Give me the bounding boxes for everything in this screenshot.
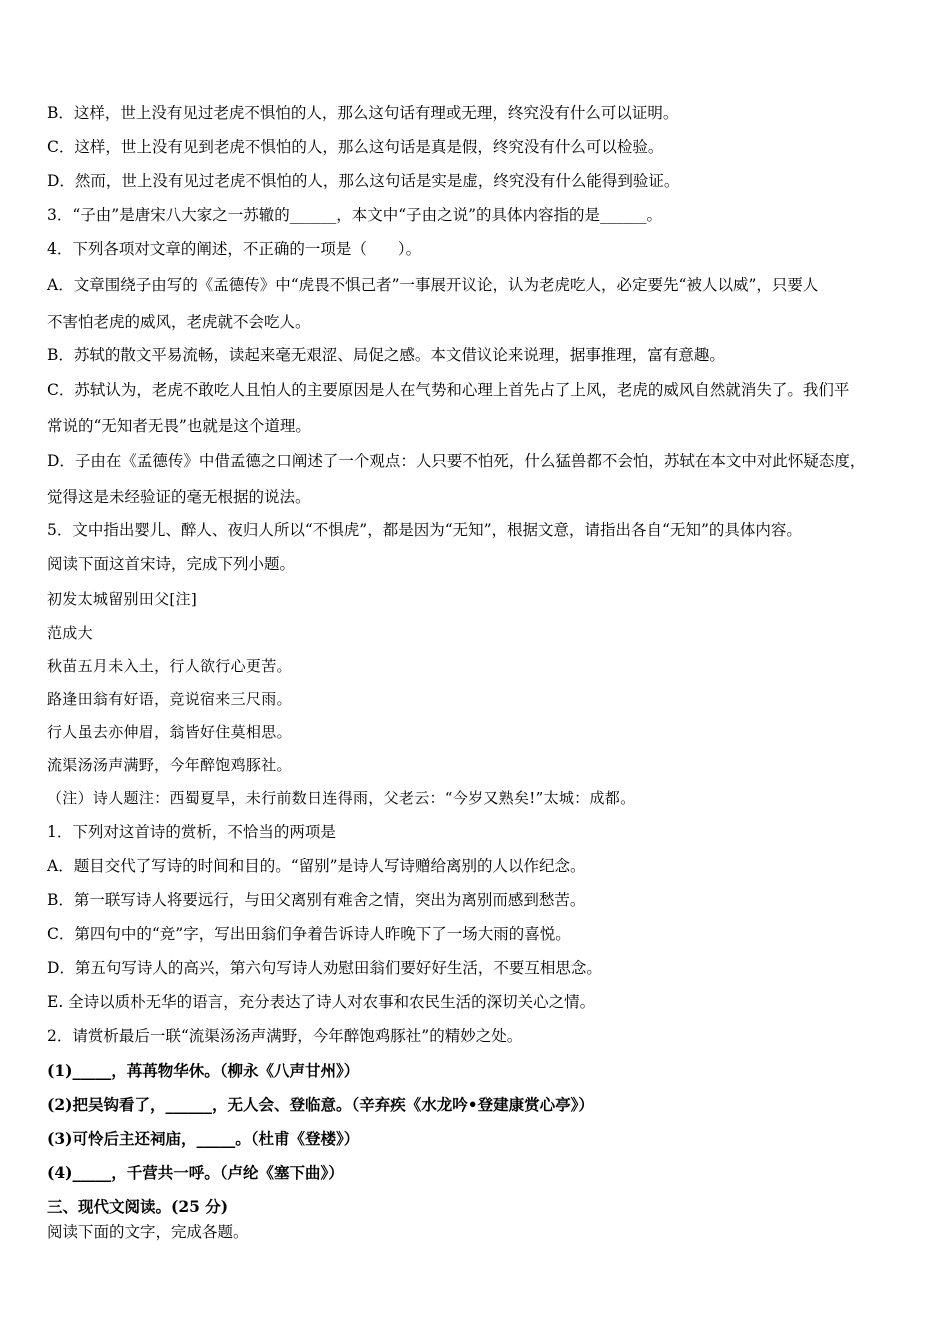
option-d-line: D．然而，世上没有见过老虎不惧怕的人，那么这句话是实是虚，终究没有什么能得到验证。 [47,172,680,190]
poem-note: （注）诗人题注：西蜀夏旱，未行前数日连得雨，父老云：“今岁又熟矣!”太城：成都。 [47,789,636,807]
poem-q1-option-b: B．第一联写诗人将要远行，与田父离别有难舍之情，突出为离别而感到愁苦。 [47,891,586,909]
question-3: 3．“子由”是唐宋八大家之一苏辙的______，本文中“子由之说”的具体内容指的是______。 [47,206,663,224]
poem-q1-option-d: D．第五句写诗人的高兴，第六句写诗人劝慰田翁们要好好生活，不要互相思念。 [47,959,602,977]
poem-author: 范成大 [47,624,93,642]
q4-option-b: B．苏轼的散文平易流畅，读起来毫无艰涩、局促之感。本文借议论来说理，据事推理，富有意趣。 [47,346,725,364]
question-4: 4．下列各项对文章的阐述，不正确的一项是（ ）。 [47,240,422,258]
poem-instruction: 阅读下面这首宋诗，完成下列小题。 [47,555,296,573]
poem-line-3: 行人虽去亦伸眉，翁皆好住莫相思。 [47,723,292,741]
q4-option-a-cont: 不害怕老虎的威风，老虎就不会吃人。 [47,313,311,331]
poem-q1-option-a: A．题目交代了写诗的时间和目的。“留别”是诗人写诗赠给离别的人以作纪念。 [47,857,586,875]
fill-blank-1: (1)_____，苒苒物华休。（柳永《八声甘州》） [47,1061,360,1080]
q4-option-c: C．苏轼认为，老虎不敢吃人且怕人的主要原因是人在气势和心理上首先占了上风，老虎的威风自然就消失了。我们平 [47,381,850,399]
fill-blank-2: (2)把吴钩看了，______，无人会、登临意。（辛弃疾《水龙吟•登建康赏心亭》） [47,1095,594,1114]
poem-q1-option-e: E. 全诗以质朴无华的语言，充分表达了诗人对农事和农民生活的深切关心之情。 [47,993,596,1011]
poem-line-4: 流渠汤汤声满野，今年醉饱鸡豚社。 [47,756,292,774]
q4-option-d: D．子由在《孟德传》中借孟德之口阐述了一个观点：人只要不怕死，什么猛兽都不会怕，苏轼在本文中对此怀疑态度， [47,452,866,470]
q4-option-a: A．文章围绕子由写的《孟德传》中“虎畏不惧己者”一事展开议论，认为老虎吃人，必定要先“被人以威”，只要人 [47,276,819,294]
question-5: 5．文中指出婴儿、醉人、夜归人所以“不惧虎”，都是因为“无知”，根据文意，请指出各自“无知”的具体内容。 [47,521,802,539]
poem-title: 初发太城留别田父[注] [47,590,198,608]
q4-option-c-cont: 常说的“无知者无畏”也就是这个道理。 [47,417,311,435]
poem-question-1: 1．下列对这首诗的赏析，不恰当的两项是 [47,823,336,841]
poem-line-2: 路逢田翁有好语，竞说宿来三尺雨。 [47,690,292,708]
section-heading: 三、现代文阅读。(25 分) [47,1197,229,1216]
q4-option-d-cont: 觉得这是未经验证的毫无根据的说法。 [47,488,311,506]
poem-line-1: 秋苗五月未入土，行人欲行心更苦。 [47,657,292,675]
section-instruction: 阅读下面的文字，完成各题。 [47,1223,249,1241]
option-b-line: B．这样，世上没有见过老虎不惧怕的人，那么这句话有理或无理，终究没有什么可以证明。 [47,104,679,122]
fill-blank-3: (3)可怜后主还祠庙，_____。（杜甫《登楼》） [47,1129,360,1148]
fill-blank-4: (4)_____，千营共一呼。（卢纶《塞下曲》） [47,1163,344,1182]
poem-question-2: 2．请赏析最后一联“流渠汤汤声满野，今年醉饱鸡豚社”的精妙之处。 [47,1027,523,1045]
option-c-line: C．这样，世上没有见到老虎不惧怕的人，那么这句话是真是假，终究没有什么可以检验。 [47,138,664,156]
poem-q1-option-c: C．第四句中的“竞”字，写出田翁们争着告诉诗人昨晚下了一场大雨的喜悦。 [47,925,571,943]
